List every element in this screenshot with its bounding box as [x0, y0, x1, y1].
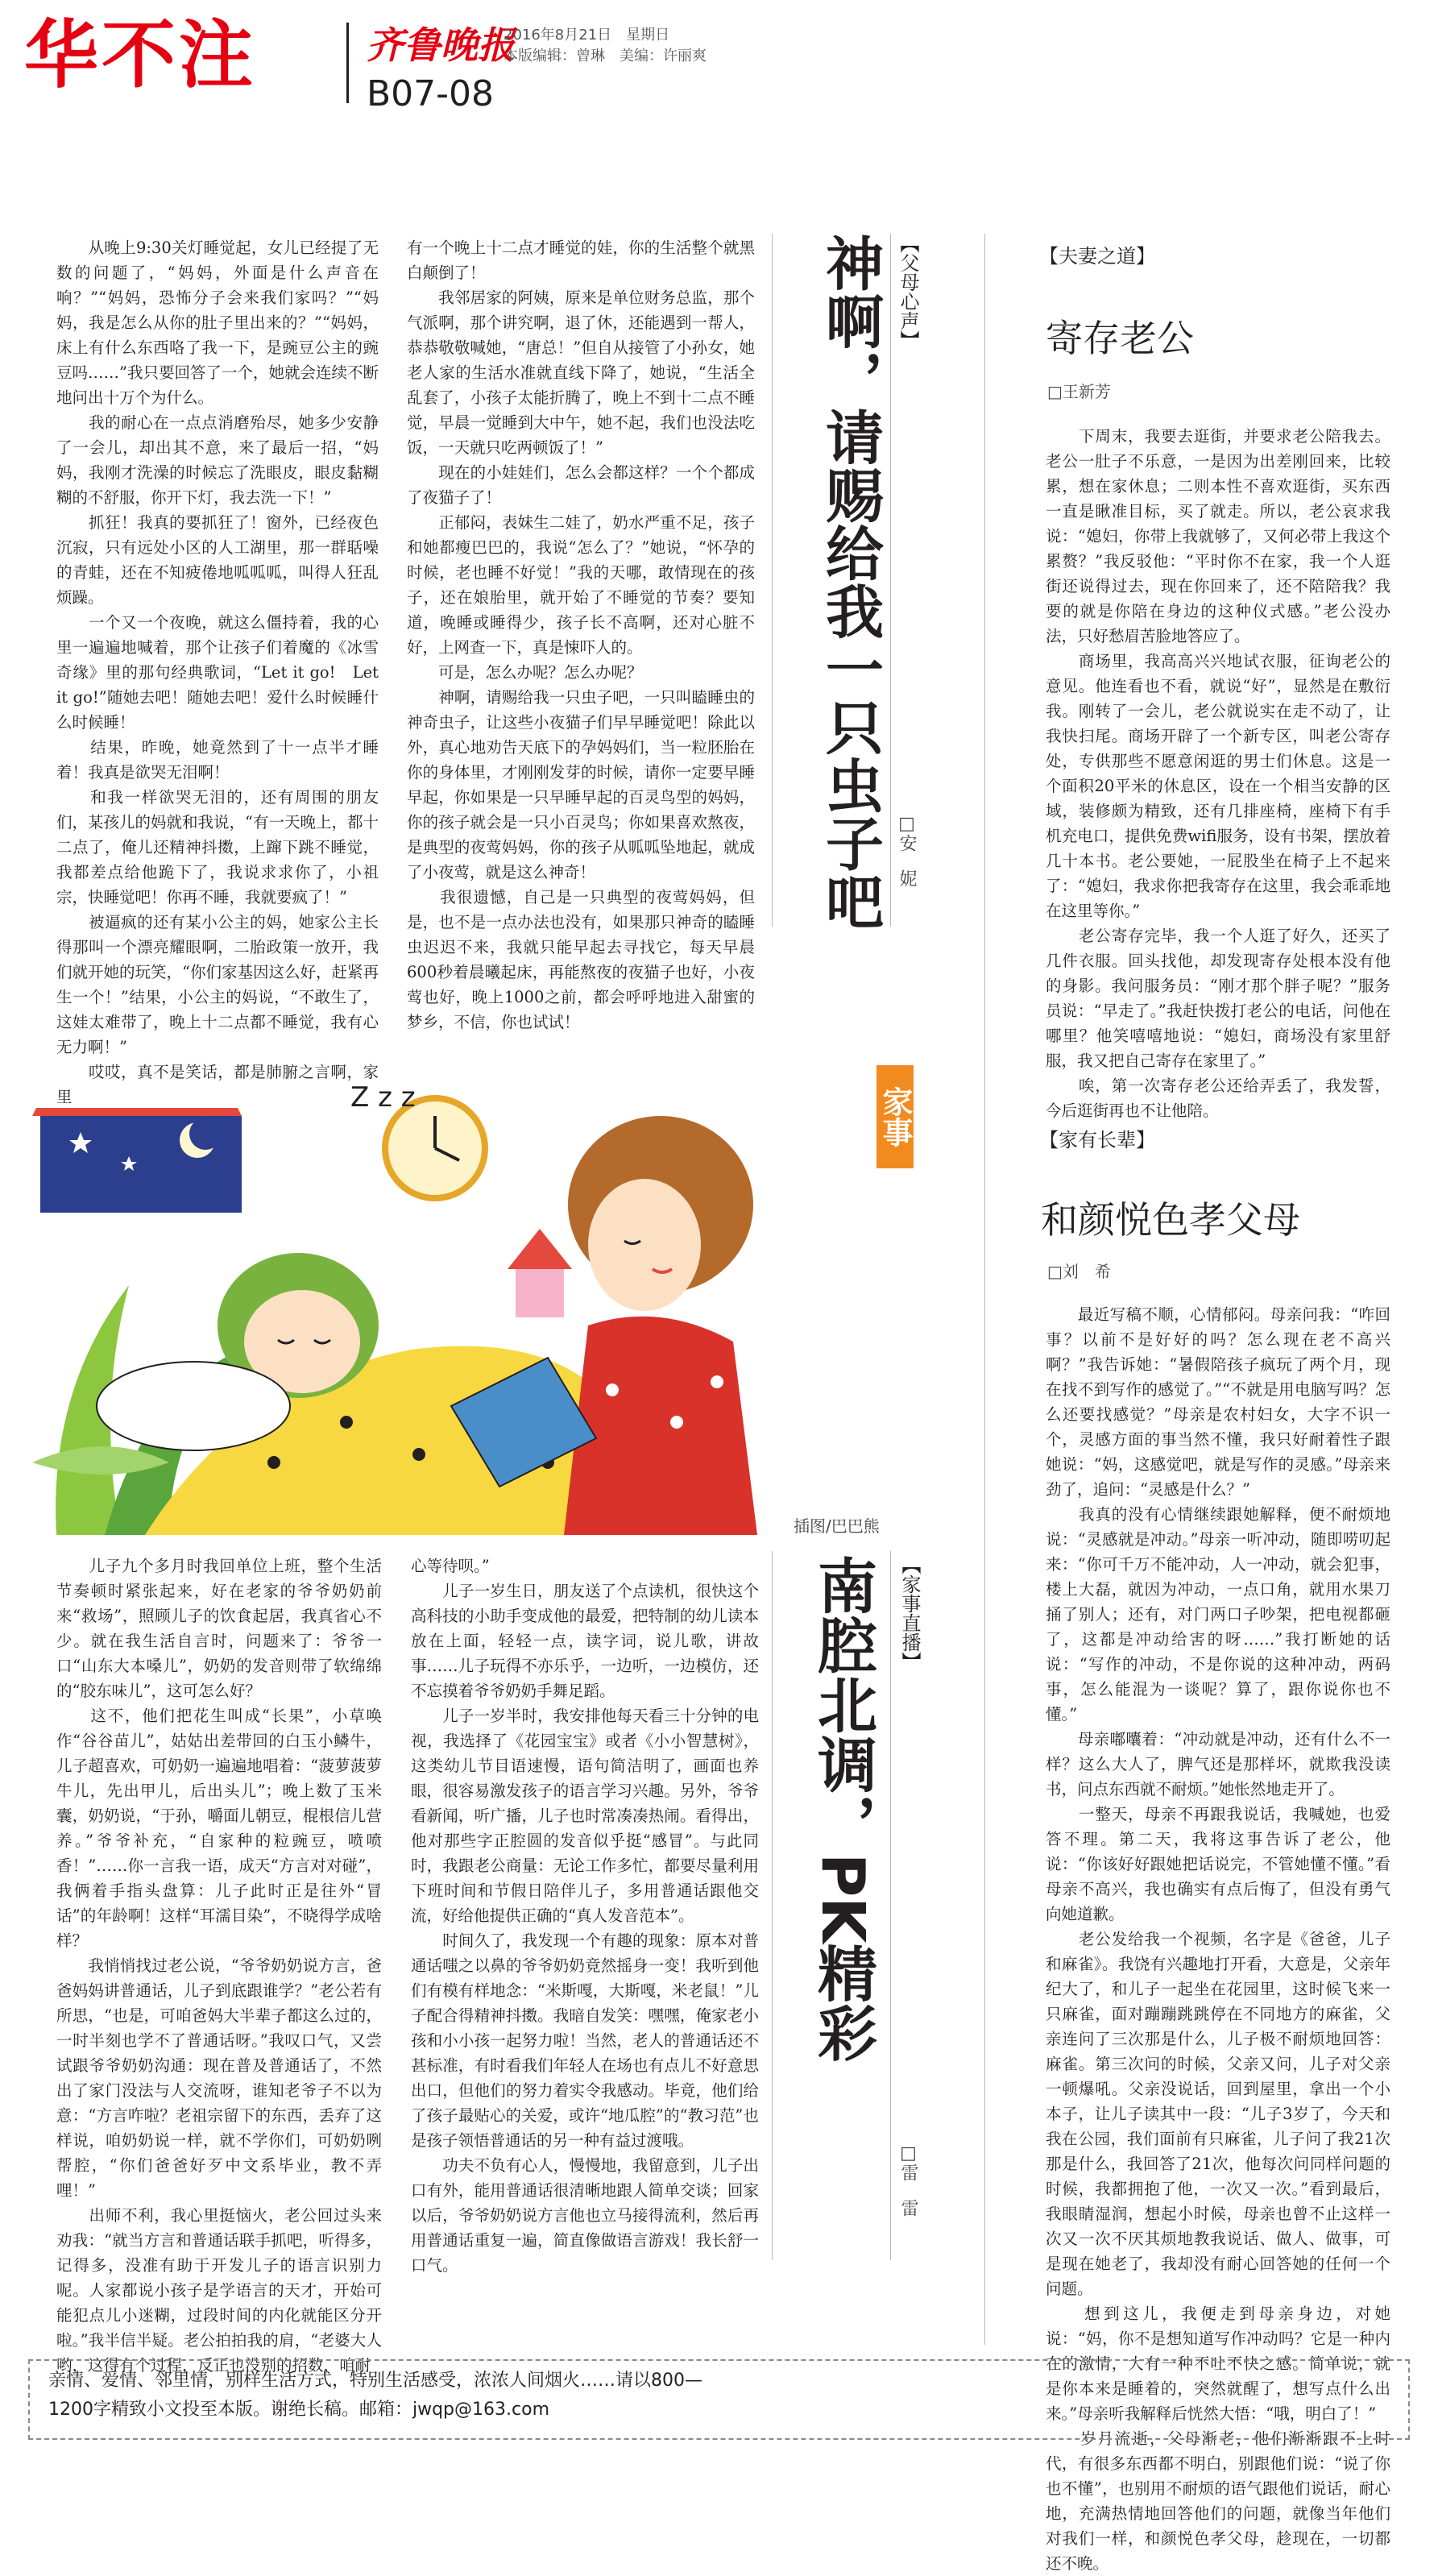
column-divider — [772, 234, 773, 927]
paper-logo: 齐鲁晚报 — [367, 23, 515, 67]
parents-article-title: 和颜悦色孝父母 — [1041, 1198, 1300, 1242]
illustration-credit: 插图/巴巴熊 — [794, 1516, 880, 1536]
insect-article-col1: 从晚上9:30关灯睡觉起，女儿已经提了无数的问题了，“妈妈，外面是什么声音在响？”“妈妈，恐怖分子会来我们家吗？”“妈妈，我是怎么从你的肚子里出来的？”“妈妈，床上有什么东西咯了我一下，是豌豆公主的豌豆吗……”我只要回答了一个，她就会连续不断地问出十万个为什么。 我的耐心在一点点消磨殆尽，她多少安静了一会儿，却出其不意，来了最后一招，“妈妈，我刚才洗澡的时候忘了洗眼皮，眼皮黏糊糊的不舒服，你开下灯，我去洗一下！” 抓狂！我真的要抓狂了！窗外，已经夜色沉寂，只有远处小区的人工湖里，那一群聒噪的青蛙，还在不知疲倦地呱呱呱，叫得人狂乱烦躁。 一个又一个夜晚，就这么僵持着，我的心里一遍遍地喊着，那个让孩子们着魔的《冰雪奇缘》里的那句经典歌词，“Let it go! Let it go!”随她去吧！随她去吧！爱什么时候睡什么时候睡！ 结果，昨晚，她竟然到了十一点半才睡着！我真是欲哭无泪啊！ 和我一样欲哭无泪的，还有周围的朋友们，某孩儿的妈就和我说，“有一天晚上，都十二点了，俺儿还精神抖擞，上蹿下跳不睡觉，我都差点给他跪下了，我说求求你了，小祖宗，快睡觉吧！你再不睡，我就要疯了！” 被逼疯的还有某小公主的妈，她家公主长得那叫一个漂亮耀眼啊，二胎政策一放开，我们就开她的玩笑，“你们家基因这么好，赶紧再生一个！”结果，小公主的妈说，“不敢生了，这娃太难带了，晚上十二点都不睡觉，我有心无力啊！” 哎哎，真不是笑话，都是肺腑之言啊，家里 — [56, 239, 379, 1106]
column-divider — [890, 234, 891, 927]
insect-article-title: 神啊，请赐给我一只虫子吧 — [816, 234, 884, 930]
zzz-sleep-icon: Z z z — [350, 1081, 416, 1114]
page-number: B07-08 — [367, 73, 495, 114]
column-divider — [890, 1551, 891, 2260]
mother-face — [588, 1179, 701, 1311]
insect-article-col2: 有一个晚上十二点才睡觉的娃，你的生活整个就黑白颠倒了！ 我邻居家的阿姨，原来是单位财务总监，那个气派啊，那个讲究啊，退了休，还能遇到一帮人，恭恭敬敬喊她，“唐总！”但自从接管了小孙女，她老人家的生活水准就直线下降了，她说，“生活全乱套了，小孩子太能折腾了，晚上不到十二点不睡觉，早晨一觉睡到大中午，她不起，我们也没法吃饭，一天就只吃两顿饭了！” 现在的小娃娃们，怎么会都这样？一个个都成了夜猫子了！ 正郁闷，表妹生二娃了，奶水严重不足，孩子和她都瘦巴巴的，我说“怎么了？”她说，“怀孕的时候，老也睡不好觉！”我的天哪，敢情现在的孩子，还在娘胎里，就开始了不睡觉的节奏？要知道，晚睡或睡得少，孩子长不高啊，还对心脏不好，上网查一下，真是悚吓人的。 可是，怎么办呢？怎么办呢？ 神啊，请赐给我一只虫子吧，一只叫瞌睡虫的神奇虫子，让这些小夜猫子们早早睡觉吧！除此以外，真心地劝告天底下的孕妈妈们，当一粒胚胎在你的身体里，才刚刚发芽的时候，请你一定要早睡早起，你如果是一只早睡早起的百灵鸟型的妈妈，你的孩子就会是一只小百灵鸟；你如果喜欢熬夜，是典型的夜莺妈妈，你的孩子从呱呱坠地起，就成了小夜莺，就是这么神奇！ 我很遗憾，自己是一只典型的夜莺妈妈，但是，也不是一点办法也没有，如果那只神奇的瞌睡虫迟迟不来，我就只能早起去寻找它，每天早晨600秒着晨曦起床，再能熬夜的夜猫子也好，小夜莺也好，晚上1000之前，都会呼呼地进入甜蜜的梦乡，不信，你也试试！ — [407, 239, 755, 1031]
dialect-article-col1: 儿子九个多月时我回单位上班，整个生活节奏顿时紧张起来，好在老家的爷爷奶奶前来“救场”，照顾儿子的饮食起居，我真省心不少。就在我生活自言时，问题来了：爷爷一口“山东大本嗓儿”，奶奶的发音则带了软绵绵的“胶东味儿”，这可怎么好？ 这不，他们把花生叫成“长果”，小草唤作“谷谷苗儿”，姑姑出差带回的白玉小鳞牛，儿子超喜欢，可奶奶一遍遍地唱着：“菠萝菠萝牛儿，先出甲儿，后出头儿”；晚上数了玉米囊，奶奶说，“于孙，嚼面儿朝豆，棍根信儿营养。”爷爷补充，“自家种的粒豌豆，喷喷香！”……你一言我一语，成天“方言对对碰”，我俩着手指头盘算：儿子此时正是往外“冒话”的年龄啊！这样“耳濡目染”，不晓得学成啥样？ 我悄悄找过老公说，“爷爷奶奶说方言，爸爸妈妈讲普通话，儿子到底跟谁学？”老公若有所思，“也是，可咱爸妈大半辈子都这么过的，一时半刻也学不了普通话呀。”我叹口气，又尝试跟爷爷奶奶沟通：现在普及普通话了，不然出了家门没法与人交流呀，谁知老爷子不以为意：“方言咋啦？老祖宗留下的东西，丢弃了这样说，咱奶奶说一样，就不学你们，可奶奶咧帮腔，“你们爸爸好歹中文系毕业，教不弄哩！” 出师不利，我心里挺恼火，老公回过头来劝我：“就当方言和普通话联手抓吧，听得多，记得多，没准有助于开发儿子的语言识别力呢。人家都说小孩子是学语言的天才，开始可能犯点儿小迷糊，过段时间的内化就能区分开啦。”我半信半疑。老公拍拍我的肩，“老婆大人哟，这得有个过程，反正也没别的招数，咱耐 — [56, 1557, 382, 2375]
masthead-divider — [346, 23, 349, 103]
insect-author: □安 妮 — [897, 814, 917, 887]
column-divider — [772, 1551, 773, 2260]
husband-article-body: 下周末，我要去逛街，并要求老公陪我去。老公一肚子不乐意，一是因为出差刚回来，比较累，想在家休息；二则本性不喜欢逛街，买东西一直是瞅准目标，买了就走。所以，老公哀求我说：“媳妇，你带上我就够了，又何必带上我这个累赘？”我反驳他：“平时你不在家，我一个人逛街还说得过去，现在你回来了，还不陪陪我？我要的就是你陪在身边的这种仪式感。”老公没办法，只好愁眉苦脸地答应了。 商场里，我高高兴兴地试衣服，征询老公的意见。他连看也不看，就说“好”，显然是在敷衍我。刚转了一会儿，老公就说实在走不动了，让我快扫尾。商场开辟了一个新专区，叫老公寄存处，专供那些不愿意闲逛的男士们休息。这是一个面积20平米的休息区，设在一个相当安静的区域，装修颇为精致，还有几排座椅，座椅下有手机充电口，提供免费wifi服务，设有书架，摆放着几十本书。老公要她，一屁股坐在椅子上不起来了：“媳妇，我求你把我寄存在这里，我会乖乖地在这里等你。” 老公寄存完毕，我一个人逛了好久，还买了几件衣服。回头找他，却发现寄存处根本没有他的身影。我问服务员：“刚才那个胖子呢？”服务员说：“早走了。”我赶快拨打老公的电话，问他在哪里？他笑嘻嘻地说：“媳妇，商场没有家里舒服，我又把自己寄存在家里了。” 唉，第一次寄存老公还给弄丢了，我发誓，今后逛街再也不让他陪。 — [1046, 427, 1390, 1120]
dialect-article-col2: 心等待呗。” 儿子一岁生日，朋友送了个点读机，很快这个高科技的小助手变成他的最爱，把特制的幼儿读本放在上面，轻轻一点，读字词，说儿歌，讲故事……儿子玩得不亦乐乎，一边听，一边模仿，还不忘摸着爷爷奶奶手舞足蹈。 儿子一岁半时，我安排他每天看三十分钟的电视，我选择了《花园宝宝》或者《小小智慧树》，这类幼儿节目语速慢，语句简洁明了，画面也养眼，很容易激发孩子的语言学习兴趣。另外，爷爷看新闻，听广播，儿子也时常凑凑热闹。看得出，他对那些字正腔圆的发音似乎挺“感冒”。与此同时，我跟老公商量：无论工作多忙，都要尽量利用下班时间和节假日陪伴儿子，多用普通话跟他交流，好给他提供正确的“真人发音范本”。 时间久了，我发现一个有趣的现象：原本对普通话嗤之以鼻的爷爷奶奶竟然摇身一变！我听到他们有模有样地念：“米斯嘎，大斯嘎，米老鼠！”儿子配合得精神抖擞。我暗自发笑：嘿嘿，俺家老小孩和小小孩一起努力啦！当然，老人的普通话还不甚标准，有时看我们年轻人在场也有点儿不好意思出口，但他们的努力着实令我感动。毕竟，他们给了孩子最贴心的关爱，或许“地瓜腔”的“教习范”也是孩子领悟普通话的另一种有益过渡哦。 功夫不负有心人，慢慢地，我留意到，儿子出口有外，能用普通话很清晰地跟人简单交谈；回家以后，爷爷奶奶说方言他也立马接得流利，然后再用普通话重复一遍，简直像做语言游戏！我长舒一口气。 — [411, 1557, 759, 2275]
right-column-divider — [984, 234, 985, 2345]
footer-line-2: 1200字精致小文投至本版。谢绝长稿。邮箱：jwqp@163.com — [48, 2400, 549, 2420]
dialect-column-tag: 【家事直播】 — [898, 1555, 921, 1671]
pillow — [97, 1362, 290, 1450]
section-title: 华不注 — [24, 12, 257, 98]
jiashi-badge: 家事 — [876, 1065, 914, 1168]
husband-section-tag: 【夫妻之道】 — [1039, 245, 1155, 268]
date-line: 2016年8月21日 星期日 — [504, 27, 670, 44]
mother-dress — [564, 1317, 757, 1535]
dialect-article-title: 南腔北调，PK精彩 — [808, 1555, 877, 2063]
curtain-rail — [32, 1108, 242, 1116]
insect-column-tag: 【父母心声】 — [897, 234, 919, 350]
parents-author: □刘 希 — [1047, 1262, 1111, 1281]
editor-line: 本版编辑：曾琳 美编：许丽爽 — [504, 48, 707, 64]
toy-house — [508, 1229, 572, 1269]
husband-article-title: 寄存老公 — [1046, 317, 1194, 360]
parents-section-tag: 【家有长辈】 — [1039, 1129, 1155, 1151]
dialect-author: □雷 雷 — [898, 2143, 918, 2217]
parents-article-body: 最近写稿不顺，心情郁闷。母亲问我：“咋回事？以前不是好好的吗？怎么现在老不高兴啊？”我告诉她：“暑假陪孩子疯玩了两个月，现在找不到写作的感觉了。”“不就是用电脑写吗？怎么还要找感觉？”母亲是农村妇女，大字不识一个，灵感方面的事当然不懂，我只好耐着性子跟她说：“妈，这感觉吧，就是写作的灵感。”母亲来劲了，追问：“灵感是什么？” 我真的没有心情继续跟她解释，便不耐烦地说：“灵感就是冲动。”母亲一听冲动，随即唠叨起来：“你可千万不能冲动，人一冲动，就会犯事，楼上大磊，就因为冲动，一点口角，就用水果刀捅了别人；还有，对门两口子吵架，把电视都砸了，这都是冲动给害的呀……”我打断她的话说：“写作的冲动，不是你说的这种冲动，两码事，怎么能混为一谈呢？算了，跟你说你也不懂。” 母亲嘟囔着：“冲动就是冲动，还有什么不一样？这么大人了，脾气还是那样坏，就欺我没读书，问点东西就不耐烦。”她怅然地走开了。 一整天，母亲不再跟我说话，我喊她，也爱答不理。第二天，我将这事告诉了老公，他说：“你该好好跟她把话说完，不管她懂不懂。”看母亲不高兴，我也确实有点后悔了，但没有勇气向她道歉。 老公发给我一个视频，名字是《爸爸，儿子和麻雀》。我饶有兴趣地打开看，大意是，父亲年纪大了，和儿子一起坐在花园里，这时候飞来一只麻雀，面对蹦蹦跳跳停在不同地方的麻雀，父亲连问了三次那是什么，儿子极不耐烦地回答：麻雀。第三次问的时候，父亲又问，儿子对父亲一顿爆吼。父亲没说话，回到屋里，拿出一个小本子，让儿子读其中一段：“儿子3岁了，今天和我在公园，我们面前有只麻雀，儿子问了我21次那是什么，我回答了21次，他每次问同样问题的时候，我都拥抱了他，一次又一次。”看到最后，我眼睛湿润，想起小时候，母亲也曾不止这样一次又一次不厌其烦地教我说话、做人、做事，可是现在她老了，我却没有耐心回答她的任何一个问题。 想到这儿，我便走到母亲身边，对她说：“妈，你不是想知道写作冲动吗？它是一种内在的激情，大有一种不吐不快之感。简单说，就是你本来是睡着的，突然就醒了，想写点什么出来。”母亲听我解释后恍然大悟：“哦，明白了！” 岁月流逝，父母渐老，他们渐渐跟不上时代，有很多东西都不明白，别跟他们说：“说了你也不懂”，也别用不耐烦的语气跟他们说话，耐心地，充满热情地回答他们的问题，就像当年他们对我们一样，和颜悦色孝父母，趁现在，一切都还不晚。 — [1046, 1305, 1390, 2573]
family-illustration — [32, 1081, 906, 1535]
husband-author: □王新芳 — [1047, 382, 1111, 401]
footer-line-1: 亲情、爱情、邻里情，别样生活方式，特别生活感受，浓浓人间烟火……请以800— — [48, 2371, 702, 2391]
